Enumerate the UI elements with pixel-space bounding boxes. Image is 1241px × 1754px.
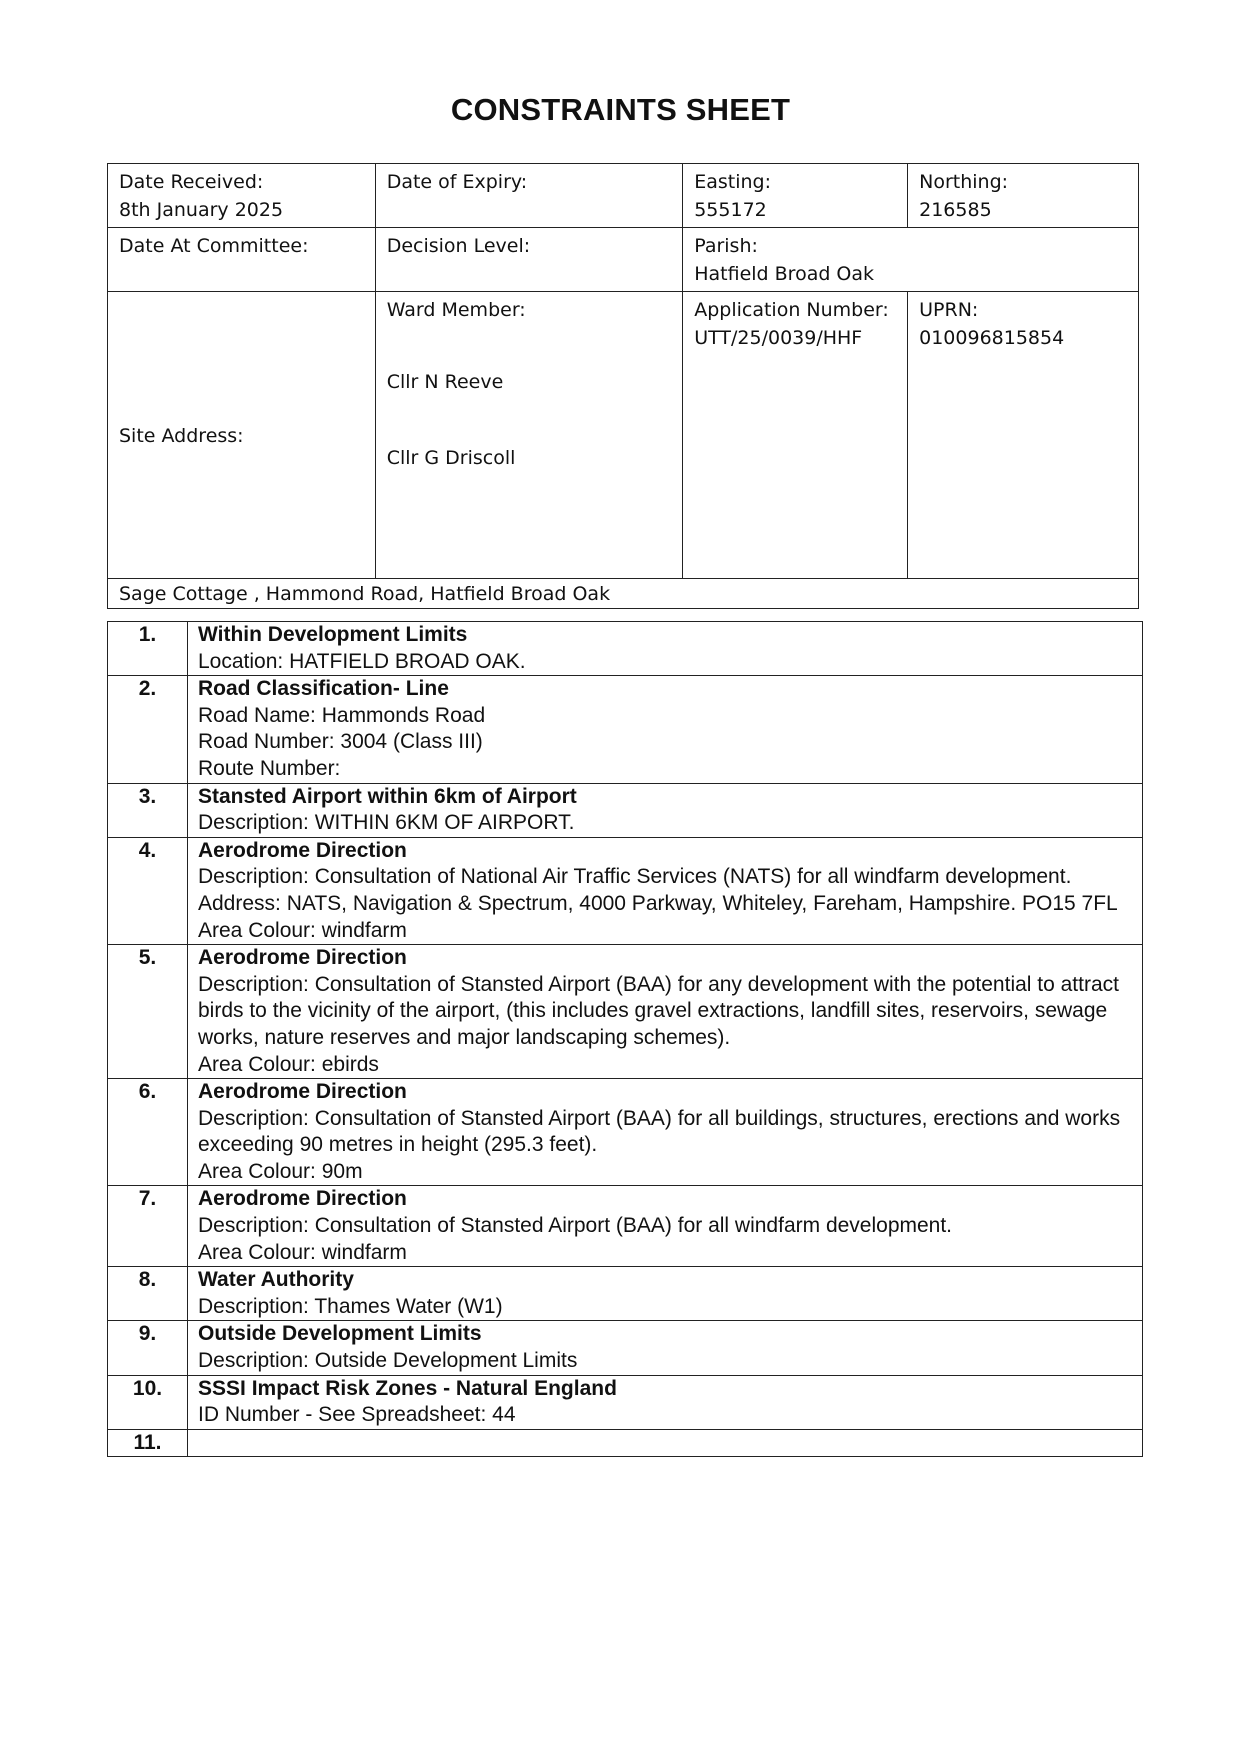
constraint-line: ID Number - See Spreadsheet: 44 — [198, 1403, 516, 1427]
parish-value: Hatfield Broad Oak — [694, 263, 875, 285]
constraint-number: 5. — [108, 945, 188, 1079]
constraint-heading: Aerodrome Direction — [198, 1080, 407, 1104]
constraint-line: Area Colour: windfarm — [198, 1240, 407, 1264]
site-address-value: Sage Cottage , Hammond Road, Hatfield Broad Oak — [108, 579, 1139, 609]
constraint-line: Road Name: Hammonds Road — [198, 703, 486, 727]
constraint-heading: Aerodrome Direction — [198, 1187, 407, 1211]
constraint-line: Route Number: — [198, 756, 341, 780]
constraint-details — [188, 1321, 1143, 1375]
easting-value: 555172 — [694, 199, 767, 221]
constraint-row — [108, 945, 1143, 1079]
ward-member-name: Cllr N Reeve — [386, 371, 504, 393]
constraint-details — [188, 1267, 1143, 1321]
constraint-details — [188, 676, 1143, 783]
constraint-number: 8. — [108, 1267, 188, 1321]
parish-cell — [683, 228, 1139, 292]
application-info-table — [107, 163, 1139, 609]
constraint-line: Description: Thames Water (W1) — [198, 1294, 503, 1318]
constraint-line: Description: Consultation of Stansted Airport (BAA) for any development with the potential to attract birds to the vicinity of the airport, (this includes gravel extractions, landfill sites, reservoirs, sewage works, nature reserves and major landscaping schemes). — [198, 972, 1119, 1049]
constraint-details — [188, 945, 1143, 1079]
constraint-line: Description: WITHIN 6KM OF AIRPORT. — [198, 811, 575, 835]
date-expiry-cell — [375, 164, 683, 228]
constraint-row — [108, 1079, 1143, 1186]
constraint-details — [188, 622, 1143, 676]
easting-cell — [683, 164, 908, 228]
uprn-cell — [908, 292, 1139, 579]
ward-member-label: Ward Member: — [386, 299, 526, 321]
constraint-row — [108, 783, 1143, 837]
constraint-number: 10. — [108, 1375, 188, 1429]
constraint-line: Description: Consultation of Stansted Airport (BAA) for all buildings, structures, erections and works exceeding 90 metres in height (295.3 feet). — [198, 1106, 1121, 1157]
application-number-value: UTT/25/0039/HHF — [694, 327, 863, 349]
easting-label: Easting: — [694, 171, 771, 193]
ward-member-cell — [375, 292, 683, 579]
constraint-details — [188, 1079, 1143, 1186]
application-number-cell — [683, 292, 908, 579]
date-received-cell — [108, 164, 376, 228]
date-committee-label: Date At Committee: — [119, 235, 309, 257]
constraint-heading: Outside Development Limits — [198, 1322, 482, 1346]
decision-level-cell — [375, 228, 683, 292]
uprn-label: UPRN: — [919, 299, 979, 321]
constraint-heading: Road Classification- Line — [198, 677, 449, 701]
application-number-label: Application Number: — [694, 299, 889, 321]
page-title: CONSTRAINTS SHEET — [450, 92, 791, 127]
date-received-value: 8th January 2025 — [119, 199, 284, 221]
constraint-details — [188, 783, 1143, 837]
constraint-line: Description: Outside Development Limits — [198, 1349, 578, 1373]
date-committee-cell — [108, 228, 376, 292]
constraint-number: 1. — [108, 622, 188, 676]
constraint-line: Description: Consultation of National Air Traffic Services (NATS) for all windfarm development. — [198, 865, 1072, 889]
ward-member-name: Cllr G Driscoll — [386, 447, 516, 469]
constraint-line: Road Number: 3004 (Class III) — [198, 730, 483, 754]
northing-label: Northing: — [919, 171, 1009, 193]
constraint-line: Address: NATS, Navigation & Spectrum, 4000 Parkway, Whiteley, Fareham, Hampshire. PO15 7FL — [198, 891, 1118, 915]
constraint-heading: Aerodrome Direction — [198, 838, 407, 862]
constraint-details — [188, 1186, 1143, 1267]
constraint-row — [108, 1321, 1143, 1375]
constraint-line: Area Colour: ebirds — [198, 1052, 379, 1076]
constraint-row — [108, 622, 1143, 676]
constraint-row — [108, 1429, 1143, 1457]
date-received-label: Date Received: — [119, 171, 264, 193]
constraint-heading: Aerodrome Direction — [198, 946, 407, 970]
constraint-heading: Stansted Airport within 6km of Airport — [198, 784, 577, 808]
site-address-label: Site Address: — [119, 424, 244, 447]
constraint-row — [108, 837, 1143, 944]
constraint-number: 4. — [108, 837, 188, 944]
uprn-value: 010096815854 — [919, 327, 1065, 349]
date-expiry-label: Date of Expiry: — [386, 171, 528, 193]
constraint-number: 3. — [108, 783, 188, 837]
constraint-number: 6. — [108, 1079, 188, 1186]
constraint-number: 11. — [108, 1429, 188, 1457]
constraint-number: 7. — [108, 1186, 188, 1267]
site-address-cell — [108, 292, 376, 579]
parish-label: Parish: — [694, 235, 758, 257]
constraint-line: Location: HATFIELD BROAD OAK. — [198, 649, 526, 673]
constraint-row — [108, 1267, 1143, 1321]
constraints-table — [107, 621, 1143, 1457]
northing-cell — [908, 164, 1139, 228]
constraint-row — [108, 1186, 1143, 1267]
constraint-line: Area Colour: 90m — [198, 1159, 363, 1183]
constraint-line: Description: Consultation of Stansted Airport (BAA) for all windfarm development. — [198, 1214, 953, 1238]
constraint-heading: SSSI Impact Risk Zones - Natural England — [198, 1376, 617, 1400]
decision-level-label: Decision Level: — [386, 235, 531, 257]
constraint-row — [108, 1375, 1143, 1429]
constraint-details — [188, 1375, 1143, 1429]
constraint-heading: Water Authority — [198, 1268, 354, 1292]
constraint-heading: Within Development Limits — [198, 623, 468, 646]
constraint-line: Area Colour: windfarm — [198, 918, 407, 942]
northing-value: 216585 — [919, 199, 992, 221]
constraint-number: 9. — [108, 1321, 188, 1375]
constraint-details — [188, 1429, 1143, 1457]
constraint-row — [108, 676, 1143, 783]
constraint-number: 2. — [108, 676, 188, 783]
constraint-details — [188, 837, 1143, 944]
